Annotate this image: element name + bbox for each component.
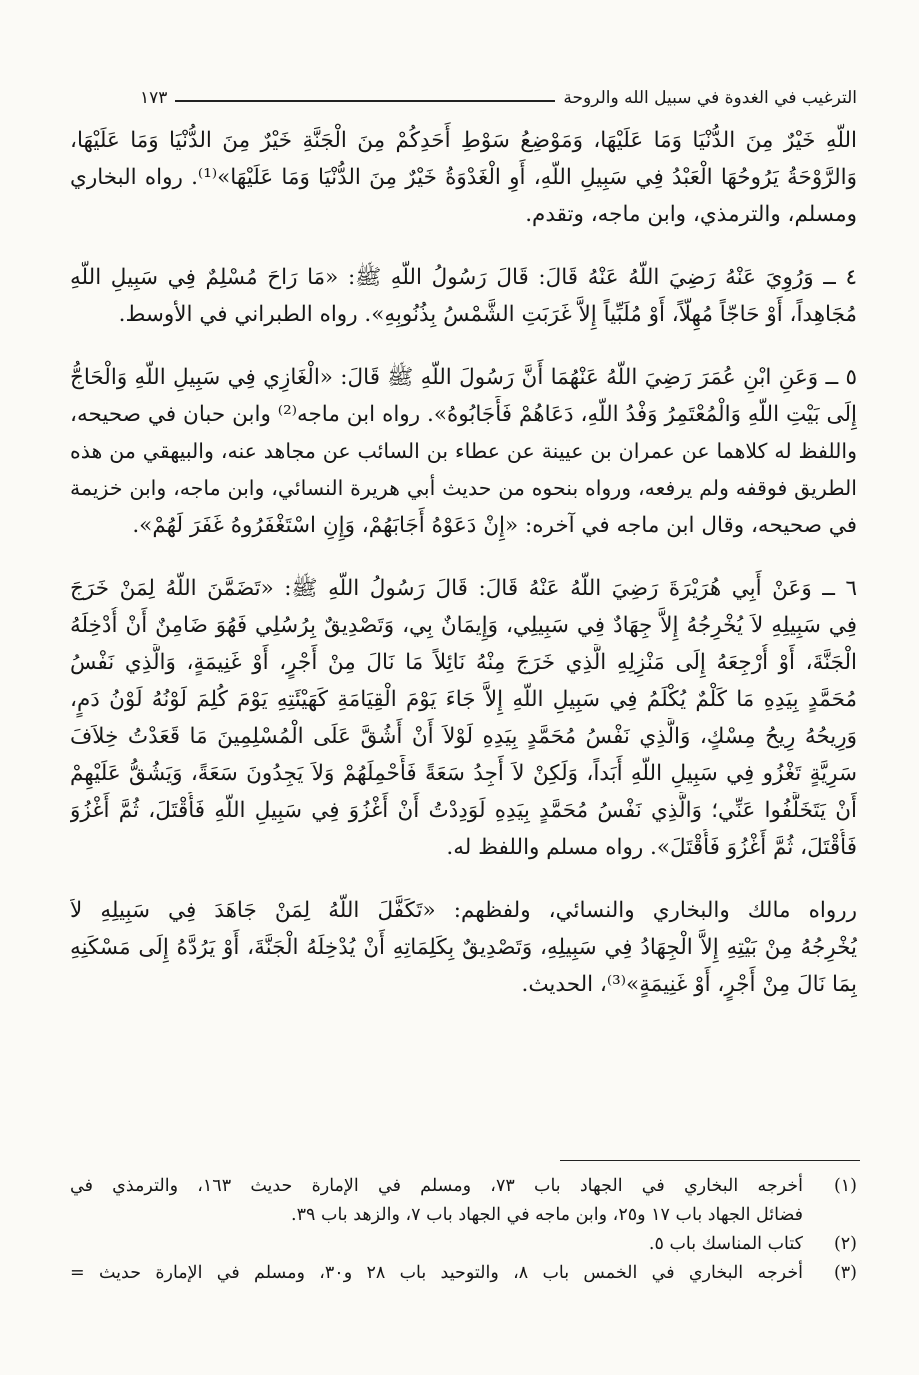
text-line: ٥ ــ وَعَنِ ابْنِ عُمَرَ رَضِيَ اللّهُ عَنْهُمَا أَنَّ رَسُولَ اللّهِ ﷺ قَالَ: «الْغَازِي فِي سَبِيلِ اللّهِ وَالْحَاجُّ bbox=[70, 365, 857, 390]
text-line: ٤ ــ وَرُوِيَ عَنْهُ رَضِيَ اللّهُ عَنْهُ قَالَ: قَالَ رَسُولُ اللّهِ ﷺ: «مَا رَاحَ مُسْلِمٌ فِي سَبِيلِ اللّهِ bbox=[70, 265, 857, 290]
text-line: الطريق فوقفه ولم يرفعه، ورواه بنحوه من حديث أبي هريرة النسائي، وابن ماجه، وابن خزيمة bbox=[70, 476, 857, 500]
text-line: واللفظ له كلاهما عن عمران بن عيينة عن عطاء بن السائب عن مجاهد عنه، والبيهقي من هذه bbox=[70, 439, 857, 463]
text-line: أَنْ يَتَخَلَّفُوا عَنِّي؛ وَالَّذِي نَفْسُ مُحَمَّدٍ بِيَدِهِ لَوَدِدْتُ أَنْ أَغْزُوَ فِي سَبِيلِ اللّهِ فَأُقْتَلَ، ثُمَّ أَغْزُوَ bbox=[70, 798, 857, 823]
text-line: في صحيحه، وقال ابن ماجه في آخره: «إِنْ دَعَوْهُ أَجَابَهُمْ، وَإِنِ اسْتَغْفَرُوهُ غَفَرَ لَهُمْ». bbox=[132, 513, 857, 538]
text-line: ررواه مالك والبخاري والنسائي، ولفظهم: «تَكَفَّلَ اللّهُ لِمَنْ جَاهَدَ فِي سَبِيلِهِ لاَ bbox=[70, 898, 857, 923]
text-line: مُجَاهِداً، أَوْ حَاجّاً مُهِلّاً، أَوْ مُلَبِّياً إِلاَّ غَرَبَتِ الشَّمْسُ بِذُنُوبِهِ». رواه الطبراني في الأوسط. bbox=[118, 302, 857, 327]
hadith-4 bbox=[70, 259, 857, 333]
text-line: فَأُقْتَلَ، ثُمَّ أَغْزُوَ فَأُقْتَلَ». رواه مسلم واللفظ له. bbox=[446, 835, 857, 860]
footnote-text bbox=[70, 1259, 803, 1288]
footnote-number: (٢) bbox=[833, 1234, 857, 1254]
text-line: يُخْرِجُهُ مِنْ بَيْتِهِ إِلاَّ الْجِهَادُ فِي سَبِيلِهِ، وَتَصْدِيقٌ بِكَلِمَاتِهِ أَنْ يُدْخِلَهُ الْجَنَّةَ، أَوْ يَرُدَّهُ إِلَى مَسْكَنِهِ bbox=[70, 935, 857, 960]
text-line: وَرِيحُهُ رِيحُ مِسْكٍ، وَالَّذِي نَفْسُ مُحَمَّدٍ بِيَدِهِ لَوْلاَ أَنْ أَشُقَّ عَلَى الْمُسْلِمِينَ مَا قَعَدْتُ خِلاَفَ bbox=[70, 724, 857, 749]
text-line: ٦ ــ وَعَنْ أَبِي هُرَيْرَةَ رَضِيَ اللّهُ عَنْهُ قَالَ: قَالَ رَسُولُ اللّهِ ﷺ: «تَضَمَّنَ اللّهُ لِمَنْ خَرَجَ bbox=[70, 576, 857, 601]
footnote-3 bbox=[70, 1259, 857, 1288]
header-rule bbox=[175, 100, 555, 102]
text-line: الْجَنَّةَ، أَوْ أُرْجِعَهُ إِلَى مَنْزِلِهِ الَّذِي خَرَجَ مِنْهُ نَائِلاً مَا نَالَ مِنْ أَجْرٍ، أَوْ غَنِيمَةٍ، وَالَّذِي نَفْسُ bbox=[70, 650, 857, 675]
footnote-number: (٣) bbox=[833, 1263, 857, 1283]
text-line: أخرجه البخاري في الجهاد باب ٧٣، ومسلم في الإمارة حديث ١٦٣، والترمذي في bbox=[70, 1176, 803, 1196]
paragraph-continuation bbox=[70, 122, 857, 233]
text-line: مُحَمَّدٍ بِيَدِهِ مَا كَلْمٌ يُكْلَمُ فِي سَبِيلِ اللّهِ إِلاَّ جَاءَ يَوْمَ الْقِيَامَةِ كَهَيْئَتِهِ يَوْمَ كُلِمَ لَوْنُهُ لَوْنُ دَمٍ، bbox=[70, 687, 857, 712]
footnote-text bbox=[70, 1172, 803, 1230]
text-line: سَرِيَّةٍ تَغْزُو فِي سَبِيلِ اللّهِ أَبَداً، وَلَكِنْ لاَ أَجِدُ سَعَةً فَأَحْمِلَهُمْ وَلاَ يَجِدُونَ سَعَةً، وَيَشُقُّ عَلَيْهِمْ bbox=[70, 761, 857, 786]
hadith-6-variant bbox=[70, 892, 857, 1003]
footnotes bbox=[70, 1172, 857, 1288]
page-number: ١٧٣ bbox=[140, 88, 168, 108]
hadith-5 bbox=[70, 359, 857, 544]
text-line: ومسلم، والترمذي، وابن ماجه، وتقدم. bbox=[525, 202, 857, 227]
text-line: بِمَا نَالَ مِنْ أَجْرٍ، أَوْ غَنِيمَةٍ»⁽³⁾، الحديث. bbox=[521, 972, 857, 997]
text-line: وَالرَّوْحَةُ يَرُوحُهَا الْعَبْدُ فِي سَبِيلِ اللّهِ، أَوِ الْغَدْوَةُ خَيْرٌ مِنَ الدُّنْيَا وَمَا عَلَيْهَا»⁽¹⁾. رواه البخاري bbox=[70, 165, 857, 190]
footnote-2 bbox=[70, 1230, 857, 1259]
text-line: فضائل الجهاد باب ١٧ و٢٥، وابن ماجه في الجهاد باب ٧، والزهد باب ٣٩. bbox=[291, 1205, 803, 1225]
footnote-number: (١) bbox=[833, 1176, 857, 1196]
footnote-text bbox=[70, 1230, 803, 1259]
page-header bbox=[140, 74, 857, 114]
text-line: أخرجه البخاري في الخمس باب ٨، والتوحيد باب ٢٨ و٣٠، ومسلم في الإمارة حديث = bbox=[70, 1263, 803, 1283]
hadith-6 bbox=[70, 570, 857, 866]
footnote-1 bbox=[70, 1172, 857, 1230]
text-line: فِي سَبِيلِهِ لاَ يُخْرِجُهُ إِلاَّ جِهَادٌ فِي سَبِيلِي، وَإِيمَانٌ بِي، وَتَصْدِيقٌ بِرُسُلِي فَهُوَ ضَامِنٌ أَنْ أُدْخِلَهُ bbox=[70, 613, 857, 638]
running-title: الترغيب في الغدوة في سبيل الله والروحة bbox=[563, 88, 857, 108]
text-line: كتاب المناسك باب ٥. bbox=[648, 1234, 803, 1254]
text-line: إِلَى بَيْتِ اللّهِ وَالْمُعْتَمِرُ وَفْدُ اللّهِ، دَعَاهُمْ فَأَجَابُوهُ». رواه ابن ماجه⁽²⁾ وابن حبان في صحيحه، bbox=[70, 402, 857, 427]
footnote-separator bbox=[560, 1160, 860, 1161]
main-text bbox=[70, 122, 857, 1029]
text-line: اللّهِ خَيْرٌ مِنَ الدُّنْيَا وَمَا عَلَيْهَا، وَمَوْضِعُ سَوْطِ أَحَدِكُمْ مِنَ الْجَنَّةِ خَيْرٌ مِنَ الدُّنْيَا وَمَا عَلَيْهَا، bbox=[70, 128, 857, 153]
